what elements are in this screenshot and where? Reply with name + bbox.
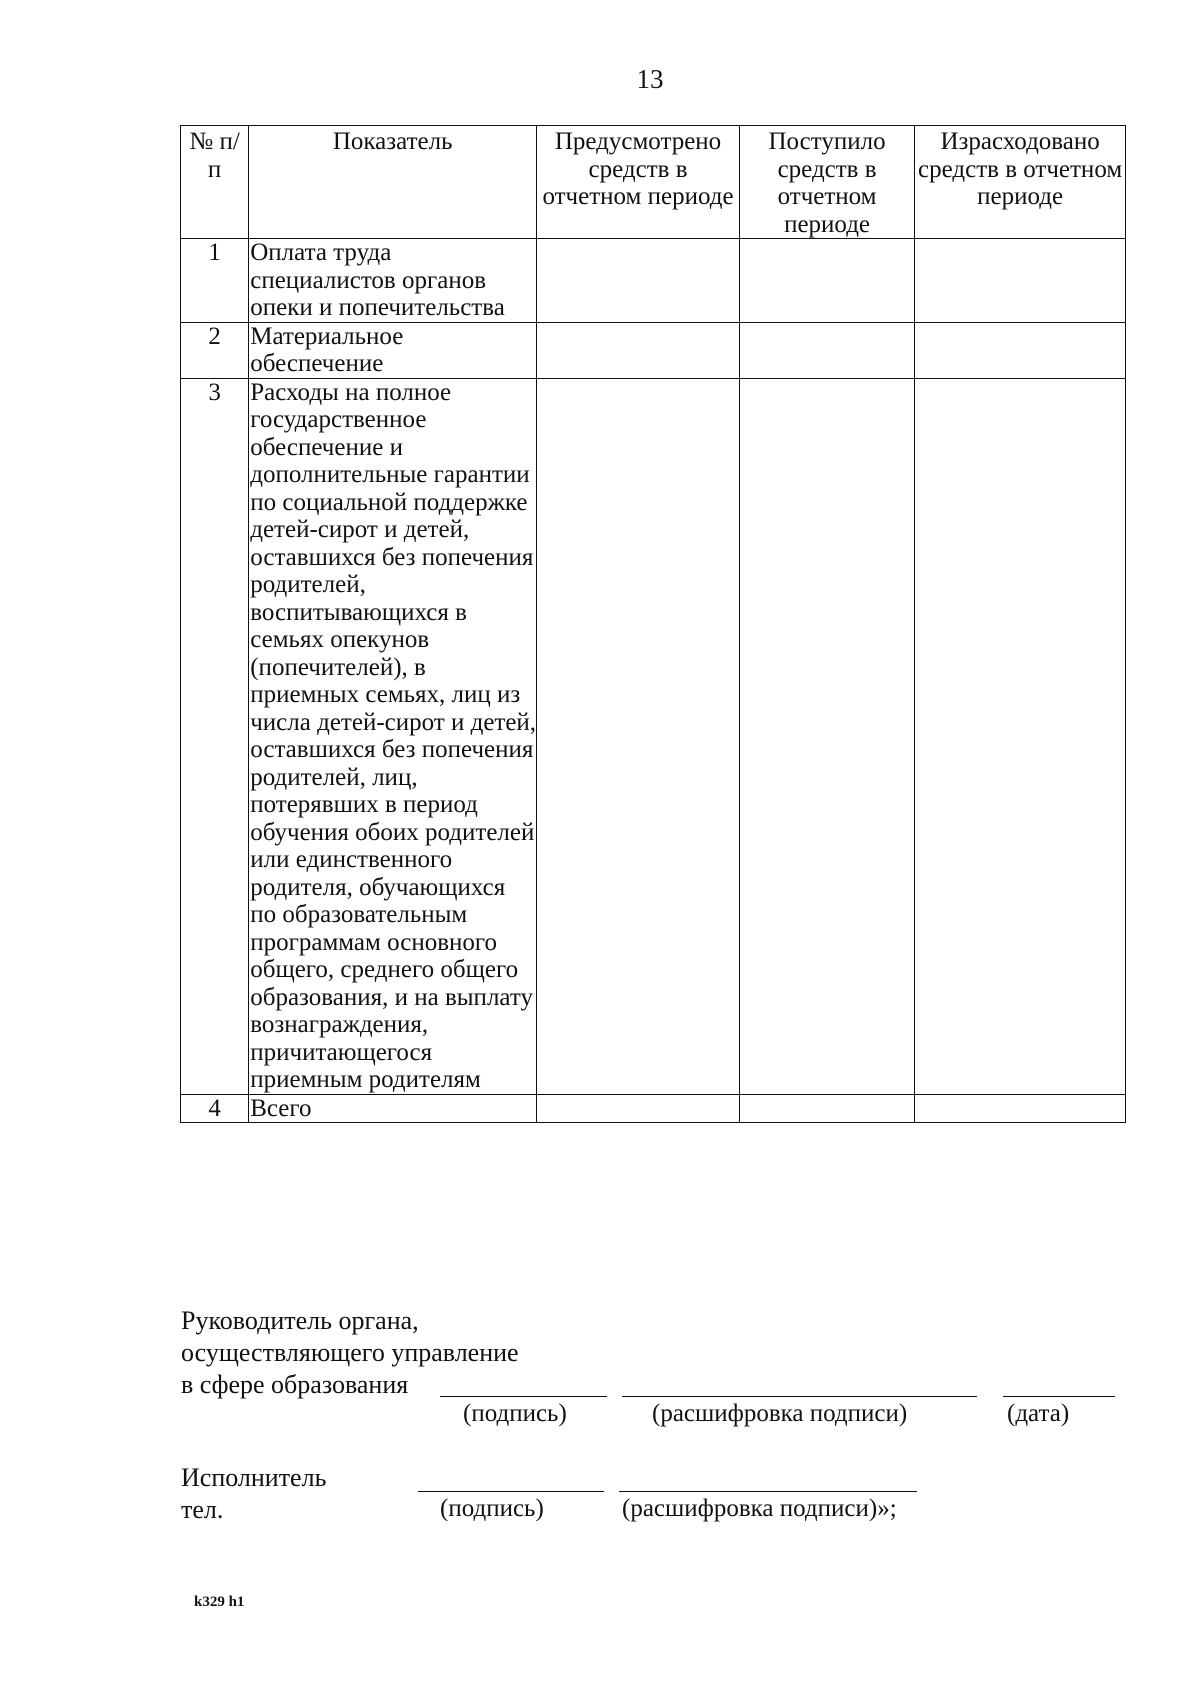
row-indicator: Всего — [249, 1094, 537, 1123]
row-received-cell — [739, 378, 914, 1094]
head-decoding-caption: (расшифровка подписи) — [652, 1400, 908, 1427]
row-received-cell — [739, 1094, 914, 1123]
row-spent-cell — [915, 322, 1126, 378]
row-indicator: Расходы на полное государственное обеспечение и дополнительные гарантии по социальной поддержке детей-сирот и детей, оставшихся без попечения родителей, воспитывающихся в семьях опекунов (попечителей), в приемных семьях, лиц из числа детей-сирот и детей, оставшихся без попечения родителей, лиц, потерявших в период обучения обоих родителей или единственного родителя, обучающихся по образовательным программам основного общего, среднего общего образования, и на выплату вознаграждения, причитающегося приемным родителям — [250, 378, 537, 1093]
row-planned-cell — [537, 322, 740, 378]
row-planned-cell — [537, 1094, 740, 1123]
report-table — [180, 125, 1126, 1123]
header-indicator: Показатель — [249, 126, 537, 239]
row-spent-cell — [915, 1094, 1126, 1123]
head-title-line2: осуществляющего управление — [181, 1338, 519, 1367]
footer-code: k329 h1 — [194, 1594, 245, 1610]
executor-decoding-caption: (расшифровка подписи)»; — [622, 1495, 897, 1522]
head-decoding-line — [622, 1396, 977, 1397]
head-signature-caption: (подпись) — [463, 1400, 567, 1427]
header-spent: Израсходовано средств в отчетном периоде — [915, 126, 1126, 239]
head-date-caption: (дата) — [1007, 1400, 1070, 1427]
table-row — [181, 378, 1126, 1094]
executor-label: Исполнитель — [181, 1463, 327, 1492]
row-num: 2 — [181, 322, 249, 378]
header-num: № п/п — [181, 126, 249, 239]
row-num: 4 — [181, 1094, 249, 1123]
executor-signature-line — [418, 1491, 604, 1492]
row-num: 3 — [181, 378, 249, 1094]
executor-signature-caption: (подпись) — [440, 1495, 544, 1522]
table-row — [181, 1094, 1126, 1123]
row-spent-cell — [915, 378, 1126, 1094]
row-planned-cell — [537, 378, 740, 1094]
row-num: 1 — [181, 239, 249, 323]
executor-decoding-line — [619, 1491, 917, 1492]
head-title-line3: в сфере образования — [181, 1370, 409, 1399]
head-date-line — [1003, 1396, 1115, 1397]
row-planned-cell — [537, 239, 740, 323]
head-signature-line — [440, 1396, 607, 1397]
header-received: Поступило средств в отчетном периоде — [739, 126, 914, 239]
table-row — [181, 322, 1126, 378]
header-planned: Предусмотрено средств в отчетном периоде — [537, 126, 740, 239]
row-indicator: Оплата труда специалистов органов опеки и попечительства — [249, 239, 537, 323]
table-header-row — [181, 126, 1126, 239]
head-title-line1: Руководитель органа, — [181, 1306, 419, 1335]
table-row — [181, 239, 1126, 323]
row-spent-cell — [915, 239, 1126, 323]
row-received-cell — [739, 239, 914, 323]
row-received-cell — [739, 322, 914, 378]
executor-phone-label: тел. — [181, 1495, 224, 1524]
page-number: 13 — [636, 64, 664, 94]
row-indicator: Материальное обеспечение — [249, 322, 537, 378]
